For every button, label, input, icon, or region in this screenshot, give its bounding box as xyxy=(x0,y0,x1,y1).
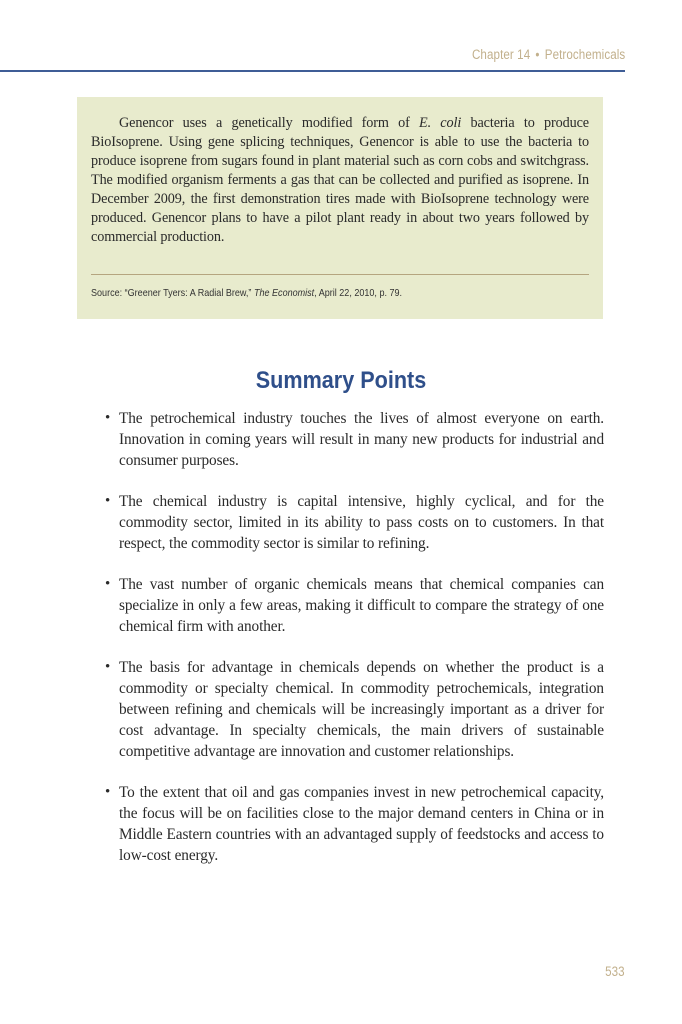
summary-title: Summary Points xyxy=(255,367,427,394)
case-study-box xyxy=(77,97,603,319)
case-study-text xyxy=(91,114,589,247)
case-study-text-part: Genencor uses a genetically modified form of xyxy=(119,115,419,131)
case-study-italic: E. coli xyxy=(419,115,462,131)
summary-point: • The chemical industry is capital intensive, highly cyclical, and for the commodity sector, limited in its ability to pass costs on to customers. In that respect, the commodity sector is similar to refining. xyxy=(119,491,604,554)
summary-points-list xyxy=(119,408,604,886)
source-publication: The Economist xyxy=(253,287,315,299)
case-study-text-part: bacteria to produce BioIsoprene. Using gene splicing techniques, Genencor is able to use the bacteria to produce isoprene from sugars found in plant material such as corn cobs and switchgrass. The modified organism ferments a gas that can be collected and purified as isoprene. In December 2009, the first demonstration tires made with BioIsoprene technology were produced. Genencor plans to have a pilot plant ready in about two years followed by commercial production. xyxy=(91,115,589,245)
header-rule xyxy=(0,70,625,72)
source-text-part: Source: “Greener Tyers: A Radial Brew,” xyxy=(91,287,254,299)
summary-point: • To the extent that oil and gas companies invest in new petrochemical capacity, the focus will be on facilities close to the major demand centers in China or in Middle Eastern countries with an advantaged supply of feedstocks and access to low-cost energy. xyxy=(119,782,604,866)
page-number: 533 xyxy=(605,964,625,979)
running-head-separator: • xyxy=(535,47,540,62)
summary-point: • The vast number of organic chemicals means that chemical companies can specialize in only a few areas, making it difficult to compare the strategy of one chemical firm with another. xyxy=(119,574,604,637)
source-text-part: , April 22, 2010, p. 79. xyxy=(314,287,403,299)
chapter-label: Chapter 14 xyxy=(471,47,530,62)
running-head xyxy=(472,47,625,62)
summary-point: • The petrochemical industry touches the lives of almost everyone on earth. Innovation in coming years will result in many new products for industrial and consumer purposes. xyxy=(119,408,604,471)
summary-point: • The basis for advantage in chemicals depends on whether the product is a commodity or specialty chemical. In commodity petrochemicals, integration between refining and chemicals will be increasingly important as a driver for cost advantage. In specialty chemicals, the main drivers of sustainable competitive advantage are innovation and customer relationships. xyxy=(119,657,604,762)
section-label: Petrochemicals xyxy=(544,47,625,62)
case-study-divider xyxy=(91,274,589,275)
case-study-source xyxy=(91,287,402,299)
